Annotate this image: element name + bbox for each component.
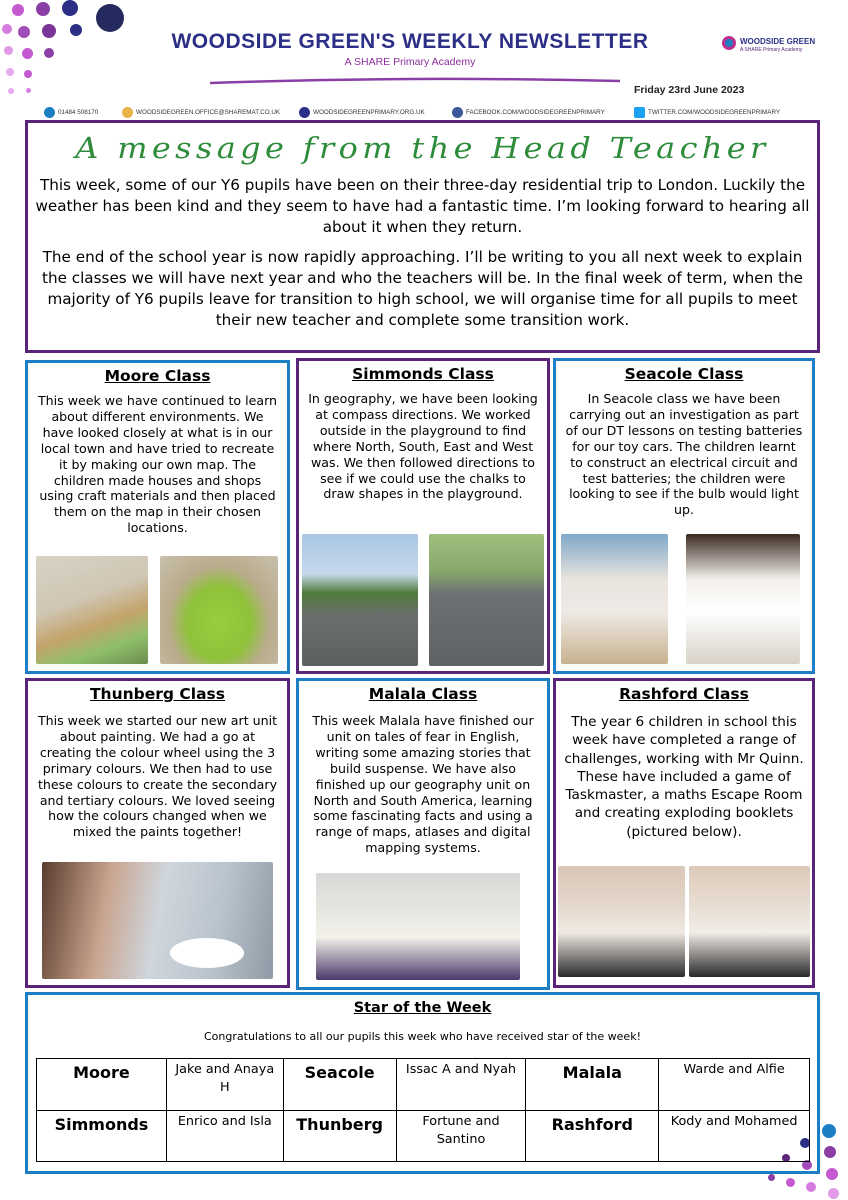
class-description: This week Malala have finished our unit on tales of fear in English, writing some amazing stories that build suspense. We have also finished up our geography unit on North and South America, learning some fascinating facts and using a range of maps, atlases and digital mapping systems. xyxy=(312,713,534,856)
email-icon xyxy=(122,107,133,118)
class-description: The year 6 children in school this week have completed a range of challenges, working with Mr Quinn. These have included a game of Taskmaster, a maths Escape Room and creating exploding booklets (pictured below). xyxy=(564,714,804,840)
newsletter-title: WOODSIDE GREEN'S WEEKLY NEWSLETTER xyxy=(171,30,649,53)
class-photo-challenges-1 xyxy=(558,866,685,977)
head-teacher-heading: A message from the Head Teacher xyxy=(75,131,770,165)
contact-email[interactable]: WOODSIDEGREEN.OFFICE@SHAREMAT.CO.UK xyxy=(122,107,280,118)
table-cell-names: Fortune and Santino xyxy=(396,1110,526,1162)
head-teacher-message xyxy=(25,120,820,353)
table-row xyxy=(37,1110,810,1162)
class-description: This week we started our new art unit about painting. We had a go at creating the colour wheel using the 3 primary colours. We then had to use these colours to create the secondary and tertiary colours. We loved seeing how the colours changed when we mixed the paints together! xyxy=(37,713,278,840)
class-description: This week we have continued to learn about different environments. We have looked closely at what is in our local town and have tried to recreate it by making our own map. The children made houses and shops using craft materials and then placed them on the map in their chosen locations. xyxy=(37,393,278,536)
decorative-dots-top-left xyxy=(0,0,130,110)
table-cell-class: Simmonds xyxy=(37,1110,167,1162)
contact-twitter[interactable]: TWITTER.COM/WOODSIDEGREENPRIMARY xyxy=(634,107,780,118)
class-photo-map-2 xyxy=(160,556,278,664)
star-of-the-week-subtitle: Congratulations to all our pupils this week who have received star of the week! xyxy=(204,1030,641,1043)
class-panel-seacole xyxy=(553,358,815,674)
table-cell-names: Enrico and Isla xyxy=(166,1110,283,1162)
contact-phone[interactable]: 01484 508170 xyxy=(44,107,98,118)
class-title: Thunberg Class xyxy=(89,685,226,703)
class-panel-thunberg xyxy=(25,678,290,988)
newsletter-subtitle: A SHARE Primary Academy xyxy=(344,56,476,68)
table-cell-names: Kody and Mohamed xyxy=(659,1110,810,1162)
table-cell-names: Jake and Anaya H xyxy=(166,1059,283,1111)
class-title: Seacole Class xyxy=(624,365,744,383)
table-row xyxy=(37,1059,810,1111)
class-description: In geography, we have been looking at compass directions. We worked outside in the playground to find where North, South, East and West was. We then followed directions to see if we could use the chalks to draw shapes in the playground. xyxy=(308,391,538,502)
class-photo-challenges-2 xyxy=(689,866,810,977)
logo-emblem-icon xyxy=(722,36,736,50)
class-title: Simmonds Class xyxy=(352,365,494,383)
logo-name: WOODSIDE GREEN xyxy=(740,37,816,46)
paint-plate-icon xyxy=(170,938,244,968)
class-photo-playground-2 xyxy=(429,534,544,666)
class-photo-map-1 xyxy=(36,556,148,664)
table-cell-class: Moore xyxy=(37,1059,167,1111)
table-cell-class: Thunberg xyxy=(283,1110,396,1162)
table-cell-class: Malala xyxy=(526,1059,659,1111)
class-panel-moore xyxy=(25,360,290,674)
table-cell-names: Warde and Alfie xyxy=(659,1059,810,1111)
head-teacher-paragraph-1: This week, some of our Y6 pupils have been on their three-day residential trip to London. Luckily the weather has been kind and they seem to have had a fantastic time. I’m looking forward to hearing all about it when they return. xyxy=(35,176,810,236)
table-cell-names: Issac A and Nyah xyxy=(396,1059,526,1111)
contact-bar xyxy=(44,107,834,121)
star-of-the-week-table xyxy=(36,1058,810,1162)
class-panel-simmonds xyxy=(296,358,550,674)
class-photo-booklets xyxy=(316,873,520,980)
title-swoosh-decoration xyxy=(150,74,670,88)
twitter-icon xyxy=(634,107,645,118)
table-cell-class: Seacole xyxy=(283,1059,396,1111)
class-photo-circuit-2 xyxy=(686,534,800,664)
contact-website[interactable]: WOODSIDEGREENPRIMARY.ORG.UK xyxy=(299,107,425,118)
school-logo xyxy=(716,30,816,68)
newsletter-date: Friday 23rd June 2023 xyxy=(634,84,745,96)
class-description: In Seacole class we have been carrying out an investigation as part of our DT lessons on testing batteries for our toy cars. The children learnt to construct an electrical circuit and test batteries; the children were looking to see if the bulb would light up. xyxy=(565,391,803,518)
head-teacher-paragraph-2: The end of the school year is now rapidly approaching. I’ll be writing to you all next week to explain the classes we will have next year and who the teachers will be. In the final week of term, when the majority of Y6 pupils leave for transition to high school, we will organise time for all pupils to meet their new teacher and complete some transition work. xyxy=(41,248,803,329)
facebook-icon xyxy=(452,107,463,118)
phone-icon xyxy=(44,107,55,118)
class-photo-playground-1 xyxy=(302,534,418,666)
class-title: Malala Class xyxy=(368,685,478,703)
table-cell-class: Rashford xyxy=(526,1110,659,1162)
class-title: Moore Class xyxy=(104,367,211,385)
logo-subtext: A SHARE Primary Academy xyxy=(740,47,803,53)
class-photo-circuit-1 xyxy=(561,534,668,664)
class-title: Rashford Class xyxy=(619,685,749,703)
web-icon xyxy=(299,107,310,118)
class-panel-rashford xyxy=(553,678,815,988)
class-panel-malala xyxy=(296,678,550,990)
contact-facebook[interactable]: FACEBOOK.COM/WOODSIDEGREENPRIMARY xyxy=(452,107,605,118)
class-photo-painting xyxy=(42,862,273,979)
star-of-the-week-title: Star of the Week xyxy=(353,1000,492,1016)
